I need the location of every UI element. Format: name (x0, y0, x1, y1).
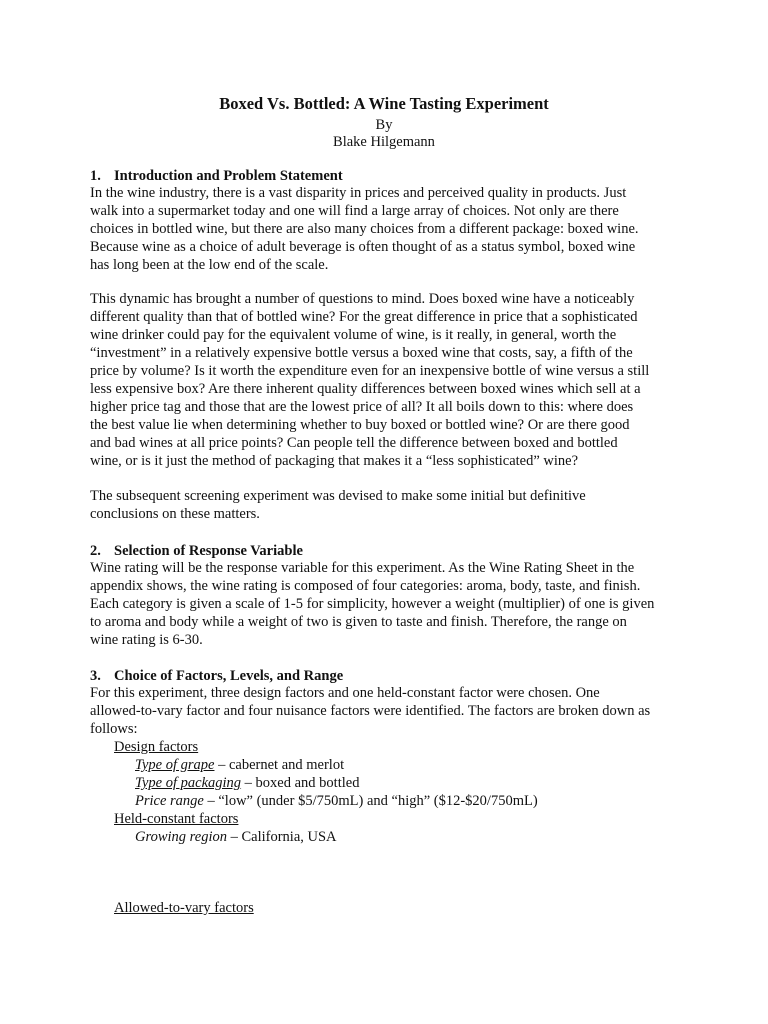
text-line: has long been at the low end of the scale. (90, 256, 329, 273)
text-line: different quality than that of bottled wine? For the great difference in price that a sophisticated (90, 308, 638, 325)
text-line: The subsequent screening experiment was devised to make some initial but definitive (90, 488, 586, 504)
text-line: “investment” in a relatively expensive bottle versus a boxed wine that costs, say, a fifth of the (90, 344, 633, 361)
section-heading-introduction (90, 167, 343, 185)
held-constant-factors-label: Held-constant factors (114, 810, 239, 827)
intro-paragraph-3 (90, 488, 730, 524)
text-line: the best value lie when determining whether to buy boxed or bottled wine? Or are there good (90, 416, 630, 433)
section-number: 1. (90, 168, 101, 184)
section-title: Introduction and Problem Statement (114, 168, 343, 184)
response-paragraph (90, 560, 730, 650)
text-line: wine, or is it just the method of packaging that makes it a “less sophisticated” wine? (90, 452, 579, 469)
text-line: higher price tag and those that are the lowest price of all? It all boils down to this: where does (90, 398, 634, 415)
factor-description: – boxed and bottled (241, 774, 360, 791)
factor-name: Growing region (135, 828, 227, 845)
section-title: Choice of Factors, Levels, and Range (114, 668, 344, 684)
section-number: 3. (90, 668, 101, 684)
text-line: walk into a supermarket today and one will find a large array of choices. Not only are there (90, 202, 619, 219)
byline-label: By (375, 117, 393, 133)
text-line: wine rating is 6-30. (90, 631, 203, 648)
text-line: conclusions on these matters. (90, 505, 260, 522)
text-line: appendix shows, the wine rating is composed of four categories: aroma, body, taste, and finish. (90, 577, 641, 594)
factor-item (0, 757, 768, 775)
factor-description: – “low” (under $5/750mL) and “high” ($12-$20/750mL) (203, 792, 538, 809)
text-line: Wine rating will be the response variable for this experiment. As the Wine Rating Sheet in the (90, 560, 635, 576)
text-line: choices in bottled wine, but there are also many choices from a different package: boxed wine. (90, 220, 639, 237)
factor-description: – California, USA (226, 828, 337, 845)
document-title: Boxed Vs. Bottled: A Wine Tasting Experiment (219, 94, 549, 113)
text-line: and bad wines at all price points? Can people tell the difference between boxed and bottled (90, 434, 618, 451)
text-line: follows: (90, 720, 138, 737)
text-line: to aroma and body while a weight of two is given to taste and finish. Therefore, the range on (90, 613, 627, 630)
factor-list (0, 739, 768, 847)
factor-item (0, 829, 768, 847)
allowed-to-vary-factors-label: Allowed-to-vary factors (114, 900, 254, 916)
text-line: Because wine as a choice of adult beverage is often thought of as a status symbol, boxed wine (90, 238, 636, 255)
text-line: For this experiment, three design factors and one held-constant factor were chosen. One (90, 685, 600, 701)
text-line: wine drinker could pay for the equivalent volume of wine, is it really, in general, worth the (90, 326, 617, 343)
text-line: allowed-to-vary factor and four nuisance factors were identified. The factors are broken down as (90, 702, 651, 719)
design-factors-label: Design factors (114, 739, 199, 755)
factors-paragraph (90, 685, 730, 739)
author-name: Blake Hilgemann (333, 134, 435, 150)
text-line: Each category is given a scale of 1-5 for simplicity, however a weight (multiplier) of one is given (90, 595, 655, 612)
section-number: 2. (90, 543, 101, 559)
allowed-factors-block (0, 900, 768, 918)
factor-item (0, 793, 768, 811)
factor-item (0, 775, 768, 793)
factor-description: – cabernet and merlot (214, 756, 345, 773)
text-line: In the wine industry, there is a vast disparity in prices and perceived quality in products. Just (90, 185, 627, 201)
factor-name: Type of packaging (135, 774, 242, 791)
factor-name: Price range (135, 792, 204, 809)
factor-name: Type of grape (135, 756, 215, 773)
section-title: Selection of Response Variable (114, 543, 303, 559)
text-line: less expensive box? Are there inherent quality differences between boxed wines which sell at a (90, 380, 641, 397)
section-heading-response-variable (90, 542, 303, 560)
text-line: price by volume? Is it worth the expenditure even for an inexpensive bottle of wine versus a still (90, 362, 650, 379)
intro-paragraph-1 (90, 185, 730, 275)
section-heading-factors (90, 667, 343, 685)
text-line: This dynamic has brought a number of questions to mind. Does boxed wine have a noticeably (90, 291, 635, 307)
intro-paragraph-2 (90, 291, 730, 471)
